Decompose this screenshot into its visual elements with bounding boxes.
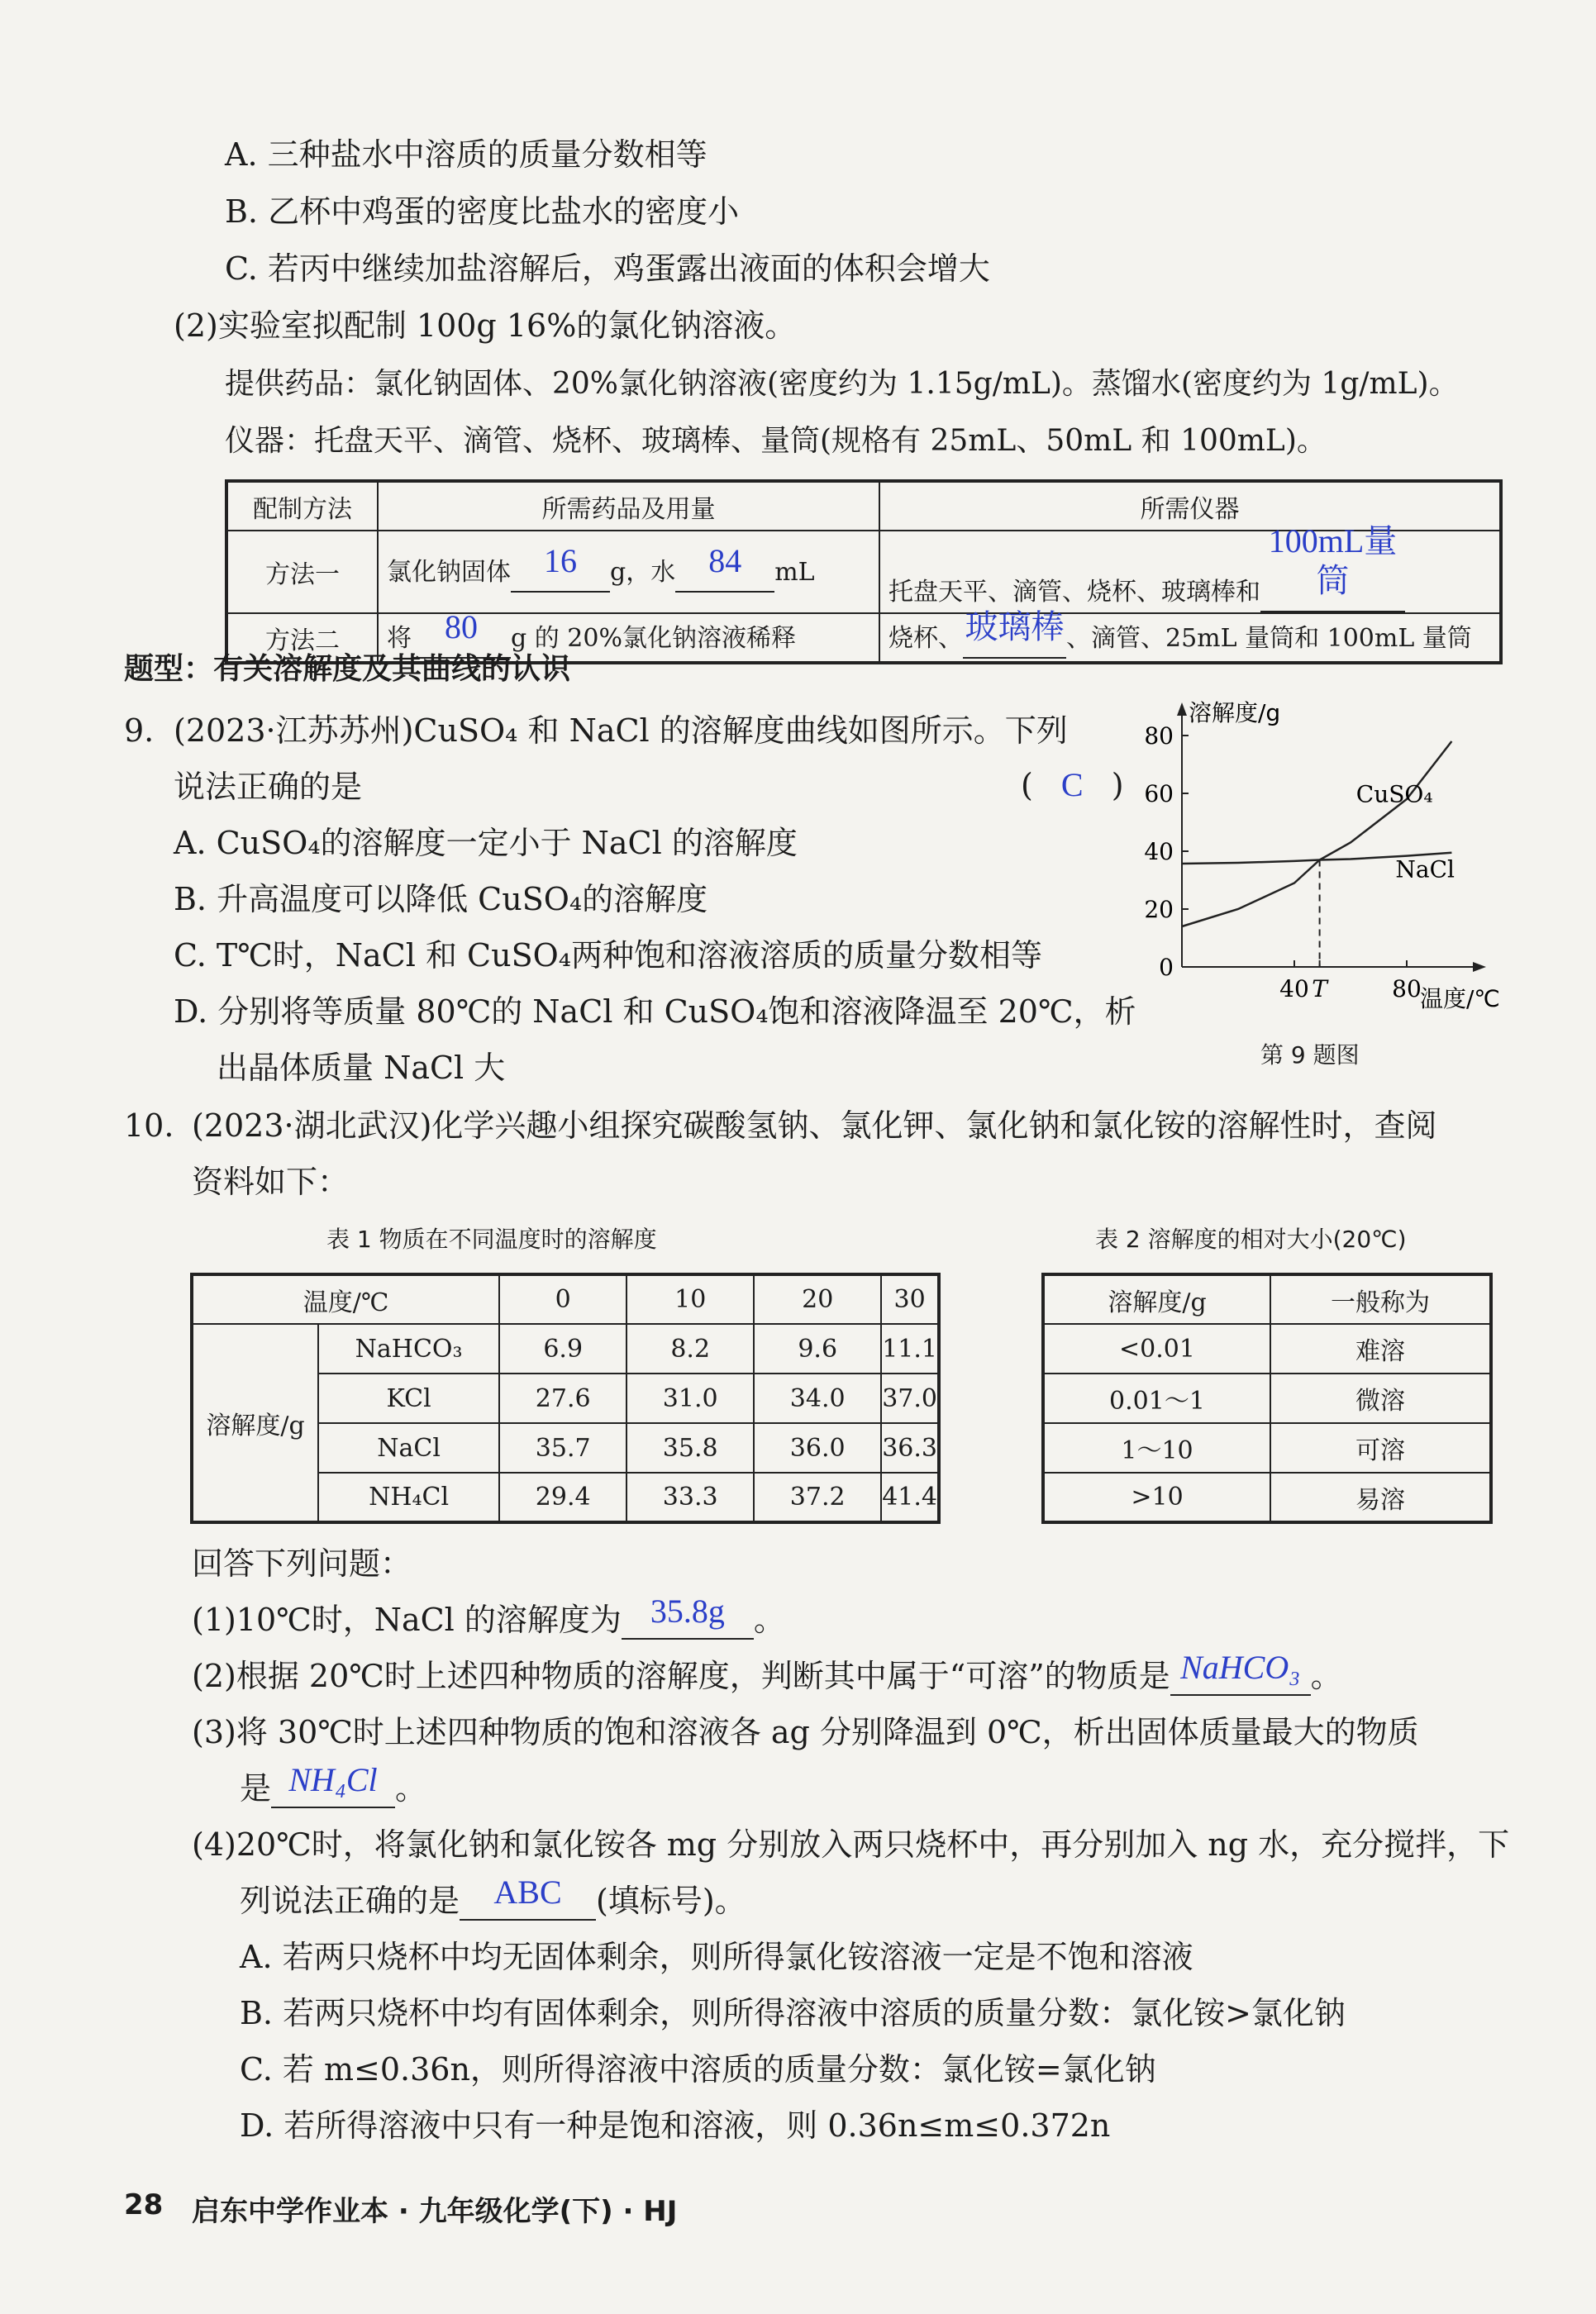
handwritten-answer: 16 xyxy=(544,542,577,579)
text: 列说法正确的是 xyxy=(240,1883,460,1919)
q9-figure-caption: 第 9 题图 xyxy=(1260,1041,1360,1069)
table-row xyxy=(192,1324,939,1374)
handwritten-answer: NaHCO₃ xyxy=(1180,1649,1301,1686)
answer-blank xyxy=(271,1761,395,1808)
table-cell: 34.0 xyxy=(754,1374,881,1423)
table2-caption: 表 2 溶解度的相对大小(20℃) xyxy=(1095,1226,1407,1253)
answer-blank xyxy=(511,542,610,593)
table-header: 一般称为 xyxy=(1270,1274,1491,1324)
table-cell: 29.4 xyxy=(499,1473,626,1522)
table-cell: 1～10 xyxy=(1043,1423,1270,1473)
method-label: 方法二 xyxy=(226,613,378,663)
text: 氯化钠固体 xyxy=(387,558,511,587)
y-tick-label: 0 xyxy=(1159,954,1174,981)
answer-blank xyxy=(1170,1649,1311,1696)
bracket-open: ( xyxy=(1021,767,1033,803)
table-cell: 6.9 xyxy=(499,1324,626,1374)
table-cell: 0.01～1 xyxy=(1043,1374,1270,1423)
q10-part3-line1: (3)将 30℃时上述四种物质的饱和溶液各 ag 分别降温到 0℃，析出固体质量最大的物质 xyxy=(192,1714,1419,1750)
handwritten-answer: 100mL量筒 xyxy=(1268,522,1398,599)
table-corner: 温度/℃ xyxy=(192,1274,499,1324)
answer-blank xyxy=(1260,522,1405,612)
table-cell: 易溶 xyxy=(1270,1473,1491,1522)
row-group-label: 溶解度/g xyxy=(192,1324,318,1522)
section-heading: 题型：有关溶解度及其曲线的认识 xyxy=(124,652,571,686)
text: 。 xyxy=(753,1602,785,1638)
q10-part1 xyxy=(192,1593,785,1640)
q9-stem-line2: 说法正确的是 xyxy=(174,769,363,805)
text: 将 xyxy=(387,623,412,653)
q9-option-b: B. 升高温度可以降低 CuSO₄的溶解度 xyxy=(174,881,708,917)
answer-blank xyxy=(460,1874,596,1921)
table-cell: 36.3 xyxy=(881,1423,939,1473)
table-header: 10 xyxy=(626,1274,754,1324)
q10-stem-line1: (2023·湖北武汉)化学兴趣小组探究碳酸氢钠、氯化钾、氯化钠和氯化铵的溶解性时，查阅 xyxy=(192,1107,1437,1144)
solubility-chart xyxy=(1132,694,1504,1025)
handwritten-answer: C xyxy=(1060,766,1084,803)
text: (1)10℃时，NaCl 的溶解度为 xyxy=(192,1602,622,1638)
method-label: 方法一 xyxy=(226,531,378,613)
text: g，水 xyxy=(610,558,676,587)
handwritten-answer: NH₄Cl xyxy=(288,1761,378,1798)
q10-part4-line1: (4)20℃时，将氯化钠和氯化铵各 mg 分别放入两只烧杯中，再分别加入 ng 水，充分搅拌，下 xyxy=(192,1826,1510,1863)
text: 。 xyxy=(1310,1658,1342,1694)
q10-part4-line2 xyxy=(240,1874,746,1921)
q9-option-a: A. CuSO₄的溶解度一定小于 NaCl 的溶解度 xyxy=(174,825,798,861)
q10-option-d: D. 若所得溶液中只有一种是饱和溶液，则 0.36n≤m≤0.372n xyxy=(240,2107,1111,2144)
table-cell: 37.0 xyxy=(881,1374,939,1423)
x-axis-label: 温度/℃ xyxy=(1420,985,1500,1012)
table-cell: 35.7 xyxy=(499,1423,626,1473)
text: 托盘天平、滴管、烧杯、玻璃棒和 xyxy=(889,578,1260,607)
series-line-0 xyxy=(1182,741,1451,926)
answer-blank xyxy=(622,1593,754,1640)
table-header: 30 xyxy=(881,1274,939,1324)
q9-option-c: C. T℃时，NaCl 和 CuSO₄两种饱和溶液溶质的质量分数相等 xyxy=(174,937,1042,974)
text: (2)根据 20℃时上述四种物质的溶解度，判断其中属于“可溶”的物质是 xyxy=(192,1658,1170,1694)
table-row xyxy=(1043,1423,1491,1473)
table-cell: 9.6 xyxy=(754,1324,881,1374)
q9-stem-line1: (2023·江苏苏州)CuSO₄ 和 NaCl 的溶解度曲线如图所示。下列 xyxy=(174,712,1068,749)
method1-instruments xyxy=(879,522,1501,613)
text: g 的 20%氯化钠溶液稀释 xyxy=(511,623,796,653)
table-cell: 可溶 xyxy=(1270,1423,1491,1473)
y-axis-label: 溶解度/g xyxy=(1189,699,1281,726)
book-title: 启东中学作业本 · 九年级化学(下) · HJ xyxy=(192,2195,678,2228)
table-cell: 27.6 xyxy=(499,1374,626,1423)
handwritten-answer: 80 xyxy=(445,607,478,645)
table-cell: 36.0 xyxy=(754,1423,881,1473)
q10-part3-line2 xyxy=(240,1761,427,1808)
answer-blank xyxy=(675,542,774,593)
method2-instruments xyxy=(879,607,1501,663)
substance-name: NH₄Cl xyxy=(318,1473,499,1522)
q10-option-c: C. 若 m≤0.36n，则所得溶液中溶质的质量分数：氯化铵=氯化钠 xyxy=(240,2051,1156,2088)
table-header: 20 xyxy=(754,1274,881,1324)
substance-name: NaCl xyxy=(318,1423,499,1473)
handwritten-answer: 玻璃棒 xyxy=(965,607,1065,645)
table-cell: 35.8 xyxy=(626,1423,754,1473)
y-tick-label: 60 xyxy=(1144,780,1174,807)
q8-part2: (2)实验室拟配制 100g 16%的氯化钠溶液。 xyxy=(174,307,797,344)
q10-stem-line2: 资料如下： xyxy=(192,1164,350,1200)
x-tick-label: T xyxy=(1312,975,1327,1002)
x-axis-arrow xyxy=(1473,962,1486,972)
x-tick-label: 80 xyxy=(1392,975,1422,1002)
table-cell: 37.2 xyxy=(754,1473,881,1522)
method1-reagents xyxy=(378,531,879,613)
table-cell: 微溶 xyxy=(1270,1374,1491,1423)
q10-intro: 回答下列问题： xyxy=(192,1545,412,1582)
y-tick-label: 40 xyxy=(1144,838,1174,865)
series-label-nacl: NaCl xyxy=(1395,855,1455,883)
q8-instruments: 仪器：托盘天平、滴管、烧杯、玻璃棒、量筒(规格有 25mL、50mL 和 100mL)。 xyxy=(225,424,1327,458)
q9-answer-bracket xyxy=(1021,765,1124,805)
q10-part2 xyxy=(192,1649,1342,1696)
table-cell: <0.01 xyxy=(1043,1324,1270,1374)
bracket-close: ) xyxy=(1111,767,1124,803)
table-cell: 33.3 xyxy=(626,1473,754,1522)
q9-number: 9. xyxy=(124,712,155,749)
handwritten-answer: 84 xyxy=(708,542,742,579)
series-label-cuso4: CuSO₄ xyxy=(1355,780,1433,808)
table-cell: >10 xyxy=(1043,1473,1270,1522)
text: 烧杯、 xyxy=(889,623,963,653)
table-cell: 11.1 xyxy=(881,1324,939,1374)
q9-option-d-line1: D. 分别将等质量 80℃的 NaCl 和 CuSO₄饱和溶液降温至 20℃，析 xyxy=(174,993,1136,1030)
table-cell: 难溶 xyxy=(1270,1324,1491,1374)
q10-option-a: A. 若两只烧杯中均无固体剩余，则所得氯化铵溶液一定是不饱和溶液 xyxy=(240,1939,1193,1975)
q8-supplies: 提供药品：氯化钠固体、20%氯化钠溶液(密度约为 1.15g/mL)。蒸馏水(密度约为 1g/mL)。 xyxy=(225,367,1459,401)
relative-solubility-table xyxy=(1041,1273,1493,1524)
y-tick-label: 20 xyxy=(1144,896,1174,923)
table-header: 所需仪器 xyxy=(879,481,1501,531)
handwritten-answer: ABC xyxy=(493,1874,562,1911)
table-header: 0 xyxy=(499,1274,626,1324)
table-cell: 8.2 xyxy=(626,1324,754,1374)
table-row xyxy=(1043,1374,1491,1423)
text: 、滴管、25mL 量筒和 100mL 量筒 xyxy=(1066,623,1472,653)
table-cell: 41.4 xyxy=(881,1473,939,1522)
answer-blank xyxy=(963,607,1066,659)
q8-option-b: B. 乙杯中鸡蛋的密度比盐水的密度小 xyxy=(225,193,740,230)
q8-prep-table xyxy=(225,479,1503,664)
text: (填标号)。 xyxy=(596,1883,746,1919)
table-header: 所需药品及用量 xyxy=(378,481,879,531)
table-row xyxy=(1043,1473,1491,1522)
text: 是 xyxy=(240,1770,272,1807)
text: 。 xyxy=(395,1770,427,1807)
substance-name: NaHCO₃ xyxy=(318,1324,499,1374)
x-tick-label: 40 xyxy=(1279,975,1309,1002)
table-header: 配制方法 xyxy=(226,481,378,531)
q8-option-a: A. 三种盐水中溶质的质量分数相等 xyxy=(225,136,707,173)
q10-number: 10. xyxy=(124,1107,174,1144)
page-number: 28 xyxy=(124,2188,164,2221)
solubility-table xyxy=(190,1273,941,1524)
q9-option-d-line2: 出晶体质量 NaCl 大 xyxy=(217,1050,506,1086)
table1-caption: 表 1 物质在不同温度时的溶解度 xyxy=(326,1226,657,1253)
table-row xyxy=(1043,1324,1491,1374)
table-header: 溶解度/g xyxy=(1043,1274,1270,1324)
table-cell: 31.0 xyxy=(626,1374,754,1423)
y-axis-arrow xyxy=(1177,702,1187,716)
handwritten-answer: 35.8g xyxy=(650,1593,725,1630)
q10-option-b: B. 若两只烧杯中均有固体剩余，则所得溶液中溶质的质量分数：氯化铵>氯化钠 xyxy=(240,1995,1346,2031)
substance-name: KCl xyxy=(318,1374,499,1423)
y-tick-label: 80 xyxy=(1144,722,1174,750)
text: mL xyxy=(774,558,815,587)
q8-option-c: C. 若丙中继续加盐溶解后，鸡蛋露出液面的体积会增大 xyxy=(225,250,990,287)
